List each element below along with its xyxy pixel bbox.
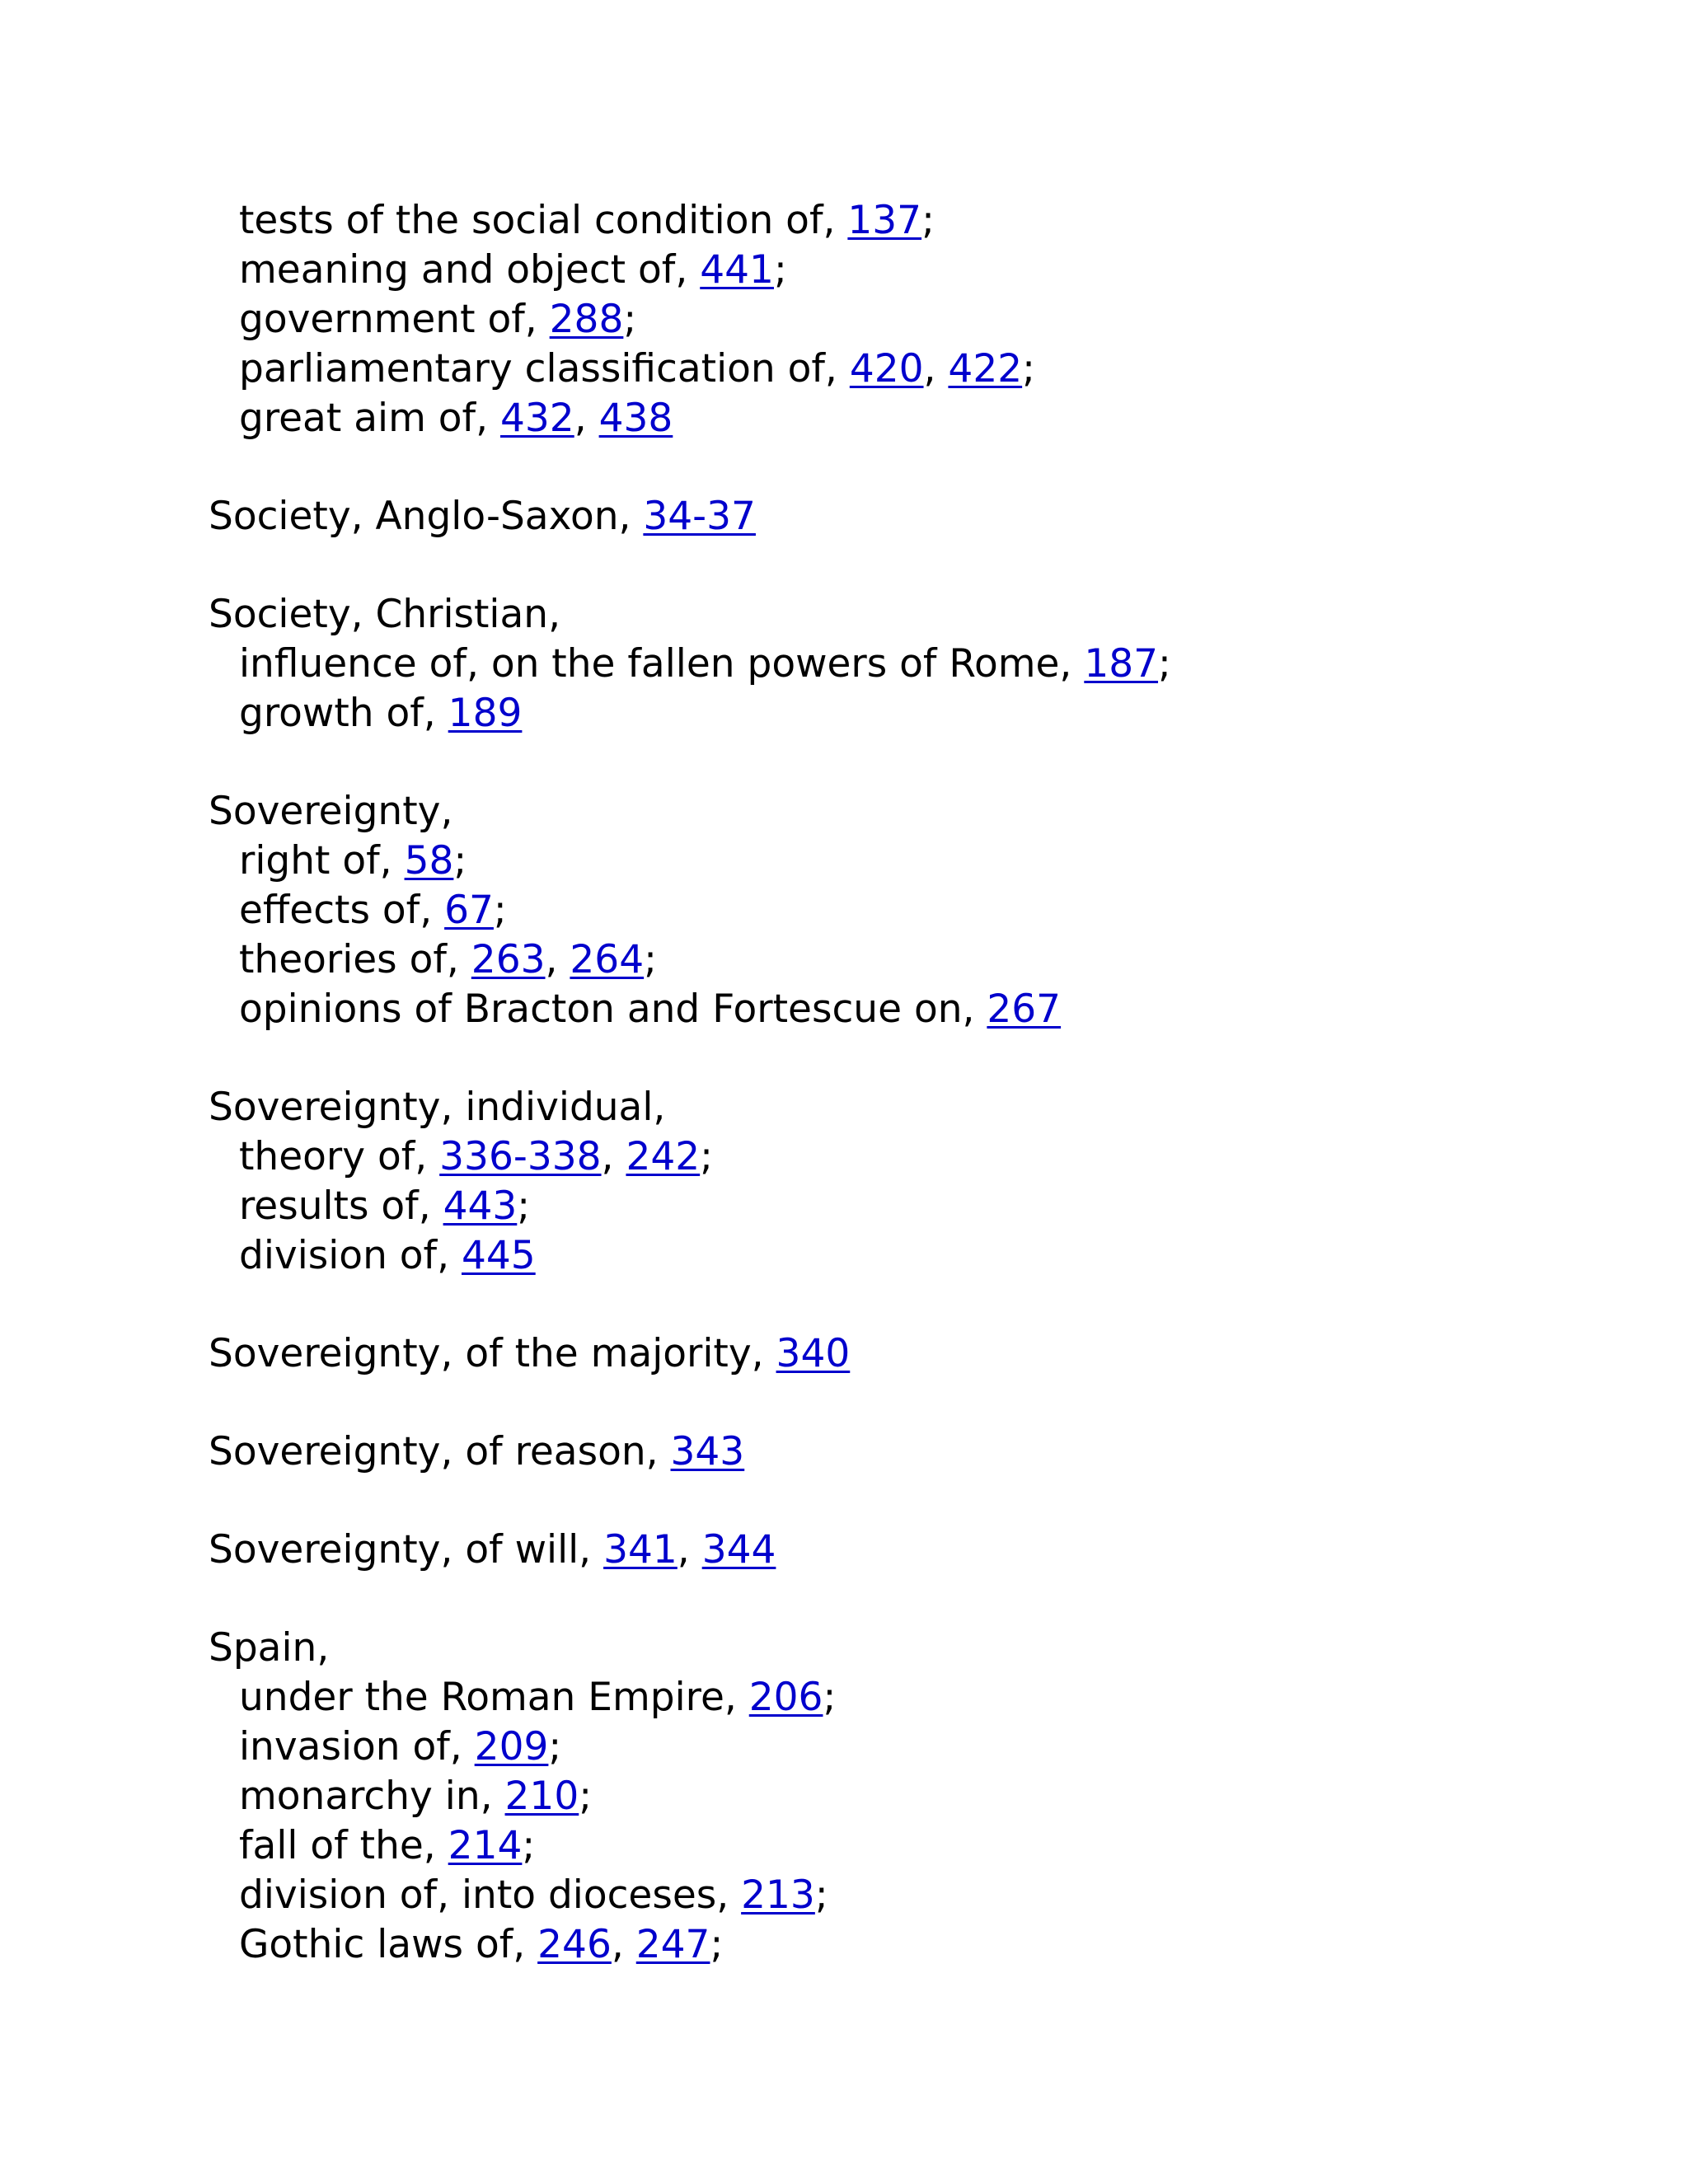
entry-subline <box>209 394 1610 443</box>
entry-subline <box>209 1821 1610 1871</box>
line-terminator: ; <box>623 297 637 342</box>
line-terminator: ; <box>453 838 467 883</box>
entry-subline-text: invasion of, <box>239 1724 475 1769</box>
entry-heading <box>209 787 1610 837</box>
entry-heading-text: Sovereignty, of reason, <box>209 1429 671 1474</box>
line-terminator: ; <box>710 1922 724 1967</box>
index-entry <box>209 1427 1610 1477</box>
entry-subline <box>209 689 1610 738</box>
entry-subline <box>209 1231 1610 1281</box>
entry-subline-text: monarchy in, <box>239 1774 505 1819</box>
entry-subline <box>209 1920 1610 1970</box>
line-terminator: ; <box>522 1823 536 1868</box>
entry-subline-text: influence of, on the fallen powers of Rome, <box>239 641 1085 687</box>
index-entry <box>209 1329 1610 1379</box>
entry-subline-text: division of, <box>239 1233 462 1278</box>
page-ref-link[interactable]: 340 <box>776 1331 851 1376</box>
entry-subline <box>209 295 1610 344</box>
page-ref-link[interactable]: 210 <box>504 1774 579 1819</box>
entry-heading-text: Sovereignty, <box>209 789 453 834</box>
entry-heading-text: Sovereignty, individual, <box>209 1085 666 1130</box>
entry-subline-text: theory of, <box>239 1134 440 1179</box>
page-ref-link[interactable]: 263 <box>471 937 546 982</box>
index-entry <box>209 1624 1610 1970</box>
page-ref-link[interactable]: 214 <box>448 1823 523 1868</box>
line-terminator: ; <box>700 1134 713 1179</box>
entry-heading-text: Society, Anglo-Saxon, <box>209 494 644 539</box>
page-ref-link[interactable]: 336-338 <box>439 1134 602 1179</box>
entry-subline-text: division of, into dioceses, <box>239 1872 742 1918</box>
page-ref-link[interactable]: 67 <box>444 888 494 933</box>
page-ref-link[interactable]: 343 <box>670 1429 745 1474</box>
page-ref-link[interactable]: 443 <box>443 1183 518 1229</box>
index-entry <box>209 590 1610 738</box>
entry-subline-text: growth of, <box>239 691 448 736</box>
entry-subline <box>209 985 1610 1034</box>
line-terminator: ; <box>814 1872 828 1918</box>
page-ref-link[interactable]: 420 <box>849 346 924 391</box>
entry-subline <box>209 1673 1610 1722</box>
page-ref-link[interactable]: 137 <box>847 198 922 243</box>
entry-subline <box>209 1182 1610 1231</box>
line-terminator: ; <box>548 1724 562 1769</box>
entry-heading <box>209 1526 1610 1575</box>
entry-subline-text: right of, <box>239 838 405 883</box>
page-ref-link[interactable]: 438 <box>598 396 673 441</box>
entry-subline <box>209 1871 1610 1920</box>
entry-heading <box>209 590 1610 640</box>
entry-subline-text: results of, <box>239 1183 443 1229</box>
entry-subline-text: under the Roman Empire, <box>239 1675 749 1720</box>
entry-subline <box>209 1722 1610 1772</box>
entry-subline <box>209 935 1610 985</box>
line-terminator: ; <box>823 1675 837 1720</box>
entry-subline-text: theories of, <box>239 937 471 982</box>
entry-subline <box>209 196 1610 246</box>
page-ref-link[interactable]: 422 <box>948 346 1023 391</box>
line-terminator: ; <box>493 888 507 933</box>
line-terminator: ; <box>773 247 787 293</box>
entry-heading-text: Society, Christian, <box>209 592 561 637</box>
entry-subline <box>209 837 1610 886</box>
ref-separator: , <box>574 396 599 441</box>
page-ref-link[interactable]: 445 <box>461 1233 536 1278</box>
entry-heading <box>209 1083 1610 1132</box>
page-ref-link[interactable]: 288 <box>549 297 624 342</box>
index-entry <box>209 1526 1610 1575</box>
index-page <box>209 196 1610 2018</box>
entry-subline-text: meaning and object of, <box>239 247 701 293</box>
entry-subline-text: tests of the social condition of, <box>239 198 848 243</box>
entry-heading-text: Sovereignty, of will, <box>209 1527 604 1572</box>
page-ref-link[interactable]: 58 <box>404 838 454 883</box>
line-terminator: ; <box>644 937 657 982</box>
entry-subline-text: opinions of Bracton and Fortescue on, <box>239 987 987 1032</box>
entry-heading-text: Spain, <box>209 1625 330 1671</box>
page-ref-link[interactable]: 213 <box>741 1872 815 1918</box>
line-terminator: ; <box>517 1183 531 1229</box>
index-entry <box>209 1083 1610 1281</box>
entry-subline <box>209 344 1610 394</box>
page-ref-link[interactable]: 206 <box>748 1675 823 1720</box>
entry-subline-text: Gothic laws of, <box>239 1922 538 1967</box>
entry-subline <box>209 1772 1610 1821</box>
entry-subline <box>209 640 1610 689</box>
ref-separator: , <box>677 1527 702 1572</box>
ref-separator: , <box>923 346 949 391</box>
entry-heading <box>209 1427 1610 1477</box>
page-ref-link[interactable]: 267 <box>987 987 1062 1032</box>
page-ref-link[interactable]: 264 <box>570 937 645 982</box>
ref-separator: , <box>545 937 570 982</box>
page-ref-link[interactable]: 209 <box>474 1724 549 1769</box>
index-entry <box>209 787 1610 1034</box>
ref-separator: , <box>601 1134 626 1179</box>
page-ref-link[interactable]: 432 <box>499 396 574 441</box>
entry-subline-text: government of, <box>239 297 550 342</box>
entry-subline-text: fall of the, <box>239 1823 448 1868</box>
page-ref-link[interactable]: 246 <box>537 1922 612 1967</box>
entry-heading-text: Sovereignty, of the majority, <box>209 1331 776 1376</box>
page-ref-link[interactable]: 34-37 <box>643 494 756 539</box>
entry-heading <box>209 1624 1610 1673</box>
page-ref-link[interactable]: 344 <box>701 1527 776 1572</box>
entry-subline-text: parliamentary classification of, <box>239 346 850 391</box>
entry-subline-text: effects of, <box>239 888 445 933</box>
entry-subline <box>209 246 1610 295</box>
ref-separator: , <box>611 1922 636 1967</box>
entry-subline <box>209 886 1610 935</box>
entry-subline-text: great aim of, <box>239 396 500 441</box>
page-ref-link[interactable]: 441 <box>700 247 774 293</box>
line-terminator: ; <box>1158 641 1171 687</box>
page-ref-link[interactable]: 242 <box>626 1134 701 1179</box>
entry-heading <box>209 492 1610 541</box>
entry-subline <box>209 1132 1610 1182</box>
line-terminator: ; <box>579 1774 593 1819</box>
index-entry <box>209 196 1610 443</box>
page-ref-link[interactable]: 187 <box>1084 641 1159 687</box>
entry-heading <box>209 1329 1610 1379</box>
line-terminator: ; <box>921 198 935 243</box>
page-ref-link[interactable]: 189 <box>448 691 523 736</box>
page-ref-link[interactable]: 341 <box>603 1527 678 1572</box>
index-entry <box>209 492 1610 541</box>
line-terminator: ; <box>1022 346 1035 391</box>
page-ref-link[interactable]: 247 <box>635 1922 710 1967</box>
